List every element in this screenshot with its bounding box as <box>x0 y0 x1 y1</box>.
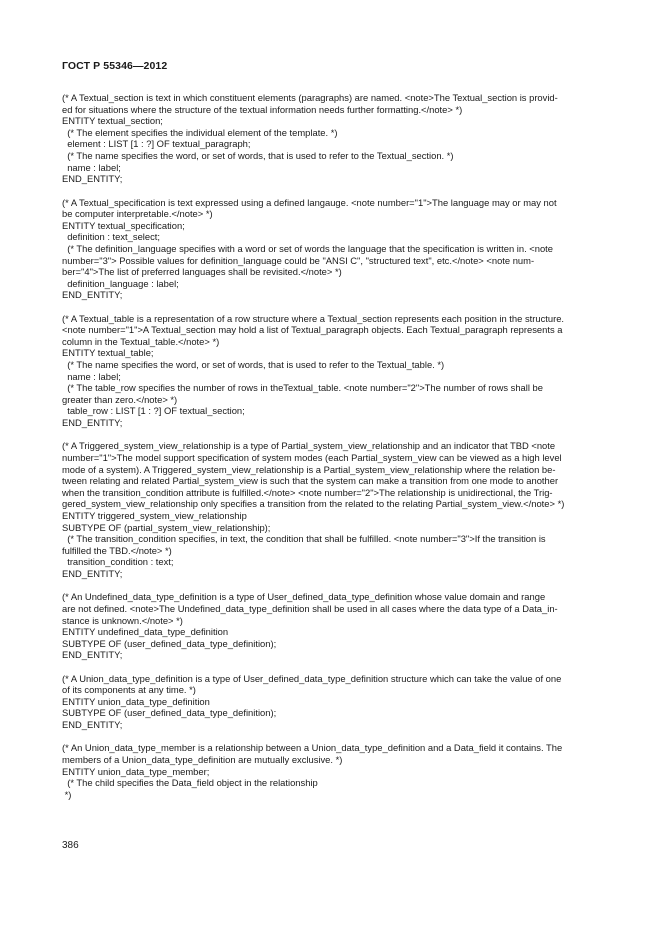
text-line: gered_system_view_relationship only specifies a transition from the related to the relating Partial_system_view.</note> *) <box>62 498 565 510</box>
entity-definition-block <box>62 197 602 301</box>
text-line: definition : text_select; <box>62 231 160 243</box>
text-line: transition_condition : text; <box>62 556 174 568</box>
text-line: END_ENTITY; <box>62 649 123 661</box>
text-line: tween relating and related Partial_system_view is such that the system can make a transition from one mode to another <box>62 475 559 487</box>
text-line: members of a Union_data_type_definition are mutually exclusive. *) <box>62 754 343 766</box>
text-line: ed for situations where the structure of the textual information needs further formatting.</note> *) <box>62 103 463 115</box>
text-line: column in the Textual_table.</note> *) <box>62 335 220 347</box>
text-line: (* The transition_condition specifies, in text, the condition that shall be fulfilled. <note number="3">If the transition is <box>62 533 546 545</box>
text-line: ENTITY undefined_data_type_definition <box>62 626 229 638</box>
text-line: (* A Textual_section is text in which constituent elements (paragraphs) are named. <note>The Textual_section is provid- <box>62 92 558 103</box>
text-line: (* A Triggered_system_view_relationship is a type of Partial_system_view_relationship and an indicator that TBD <note <box>62 440 556 452</box>
text-line: (* An Undefined_data_type_definition is a type of User_defined_data_type_definition whose value domain and range <box>62 591 546 603</box>
text-line: END_ENTITY; <box>62 417 123 429</box>
text-line: (* The name specifies the word, or set of words, that is used to refer to the Textual_table. *) <box>62 359 445 371</box>
text-line: of its components at any time. *) <box>62 684 196 696</box>
text-line: (* The table_row specifies the number of rows in theTextual_table. <note number="2">The number of rows shall be <box>62 382 543 394</box>
text-line: (* The child specifies the Data_field object in the relationship <box>62 777 318 789</box>
entity-definition-block <box>62 742 602 800</box>
text-line: element : LIST [1 : ?] OF textual_paragraph; <box>62 138 251 150</box>
text-line: stance is unknown.</note> *) <box>62 614 183 626</box>
entity-definition-block <box>62 591 602 661</box>
text-line: fulfilled the TBD.</note> *) <box>62 544 172 556</box>
entity-definition-block <box>62 673 602 731</box>
text-line: name : label; <box>62 161 121 173</box>
text-line: END_ENTITY; <box>62 289 123 301</box>
text-line: ENTITY triggered_system_view_relationship <box>62 509 247 521</box>
text-line: SUBTYPE OF (user_defined_data_type_definition); <box>62 707 277 719</box>
document-body <box>62 92 602 812</box>
text-line: (* The definition_language specifies with a word or set of words the language that the specification is written in. <note <box>62 242 554 254</box>
text-line: name : label; <box>62 370 121 382</box>
text-line: (* A Textual_specification is text expressed using a defined langauge. <note number="1">The language may or may not <box>62 196 557 208</box>
text-line: mode of a system). A Triggered_system_view_relationship is a Partial_system_view_relationship where the relation be- <box>62 463 556 475</box>
text-line: ENTITY textual_table; <box>62 347 154 359</box>
text-line: ENTITY textual_section; <box>62 115 163 127</box>
text-line: ber="4">The list of preferred languages shall be revisited.</note> *) <box>62 266 342 278</box>
entity-definition-block <box>62 440 602 579</box>
text-line: number="1">The model support specification of system modes (each Partial_system_view can be viewed as a high level <box>62 452 562 464</box>
text-line: (* The name specifies the word, or set of words, that is used to refer to the Textual_section. *) <box>62 149 454 161</box>
text-line: SUBTYPE OF (user_defined_data_type_definition); <box>62 637 277 649</box>
entity-definition-block <box>62 313 602 429</box>
text-line: (* A Union_data_type_definition is a type of User_defined_data_type_definition structure which can take the value of one <box>62 672 562 684</box>
text-line: definition_language : label; <box>62 277 179 289</box>
entity-definition-block <box>62 92 602 185</box>
text-line: END_ENTITY; <box>62 567 123 579</box>
text-line: (* An Union_data_type_member is a relationship between a Union_data_type_definition and a Data_field it contains. The <box>62 742 563 754</box>
text-line: table_row : LIST [1 : ?] OF textual_section; <box>62 405 245 417</box>
text-line: number="3"> Possible values for definition_language could be "ANSI C", "structured text", etc.</note> <note num- <box>62 254 535 266</box>
text-line: (* The element specifies the individual element of the template. *) <box>62 126 338 138</box>
document-header: ГОСТ Р 55346—2012 <box>62 60 168 72</box>
text-line: when the transition_condition attribute is fulfilled.</note> <note number="2">The relationship is unidirectional, the Trig- <box>62 486 553 498</box>
text-line: <note number="1">A Textual_section may hold a list of Textual_paragraph objects. Each Textual_paragraph represents a <box>62 324 563 336</box>
text-line: are not defined. <note>The Undefined_data_type_definition shall be used in all cases where the data type of a Data_in- <box>62 602 558 614</box>
text-line: END_ENTITY; <box>62 719 123 731</box>
text-line: *) <box>62 788 72 800</box>
text-line: END_ENTITY; <box>62 173 123 185</box>
text-line: ENTITY textual_specification; <box>62 219 185 231</box>
text-line: ENTITY union_data_type_definition <box>62 695 210 707</box>
text-line: ENTITY union_data_type_member; <box>62 765 210 777</box>
page-number: 386 <box>62 840 79 851</box>
text-line: greater than zero.</note> *) <box>62 393 178 405</box>
text-line: SUBTYPE OF (partial_system_view_relationship); <box>62 521 271 533</box>
text-line: be computer interpretable.</note> *) <box>62 208 213 220</box>
text-line: (* A Textual_table is a representation of a row structure where a Textual_section represents each position in the structure. <box>62 312 565 324</box>
